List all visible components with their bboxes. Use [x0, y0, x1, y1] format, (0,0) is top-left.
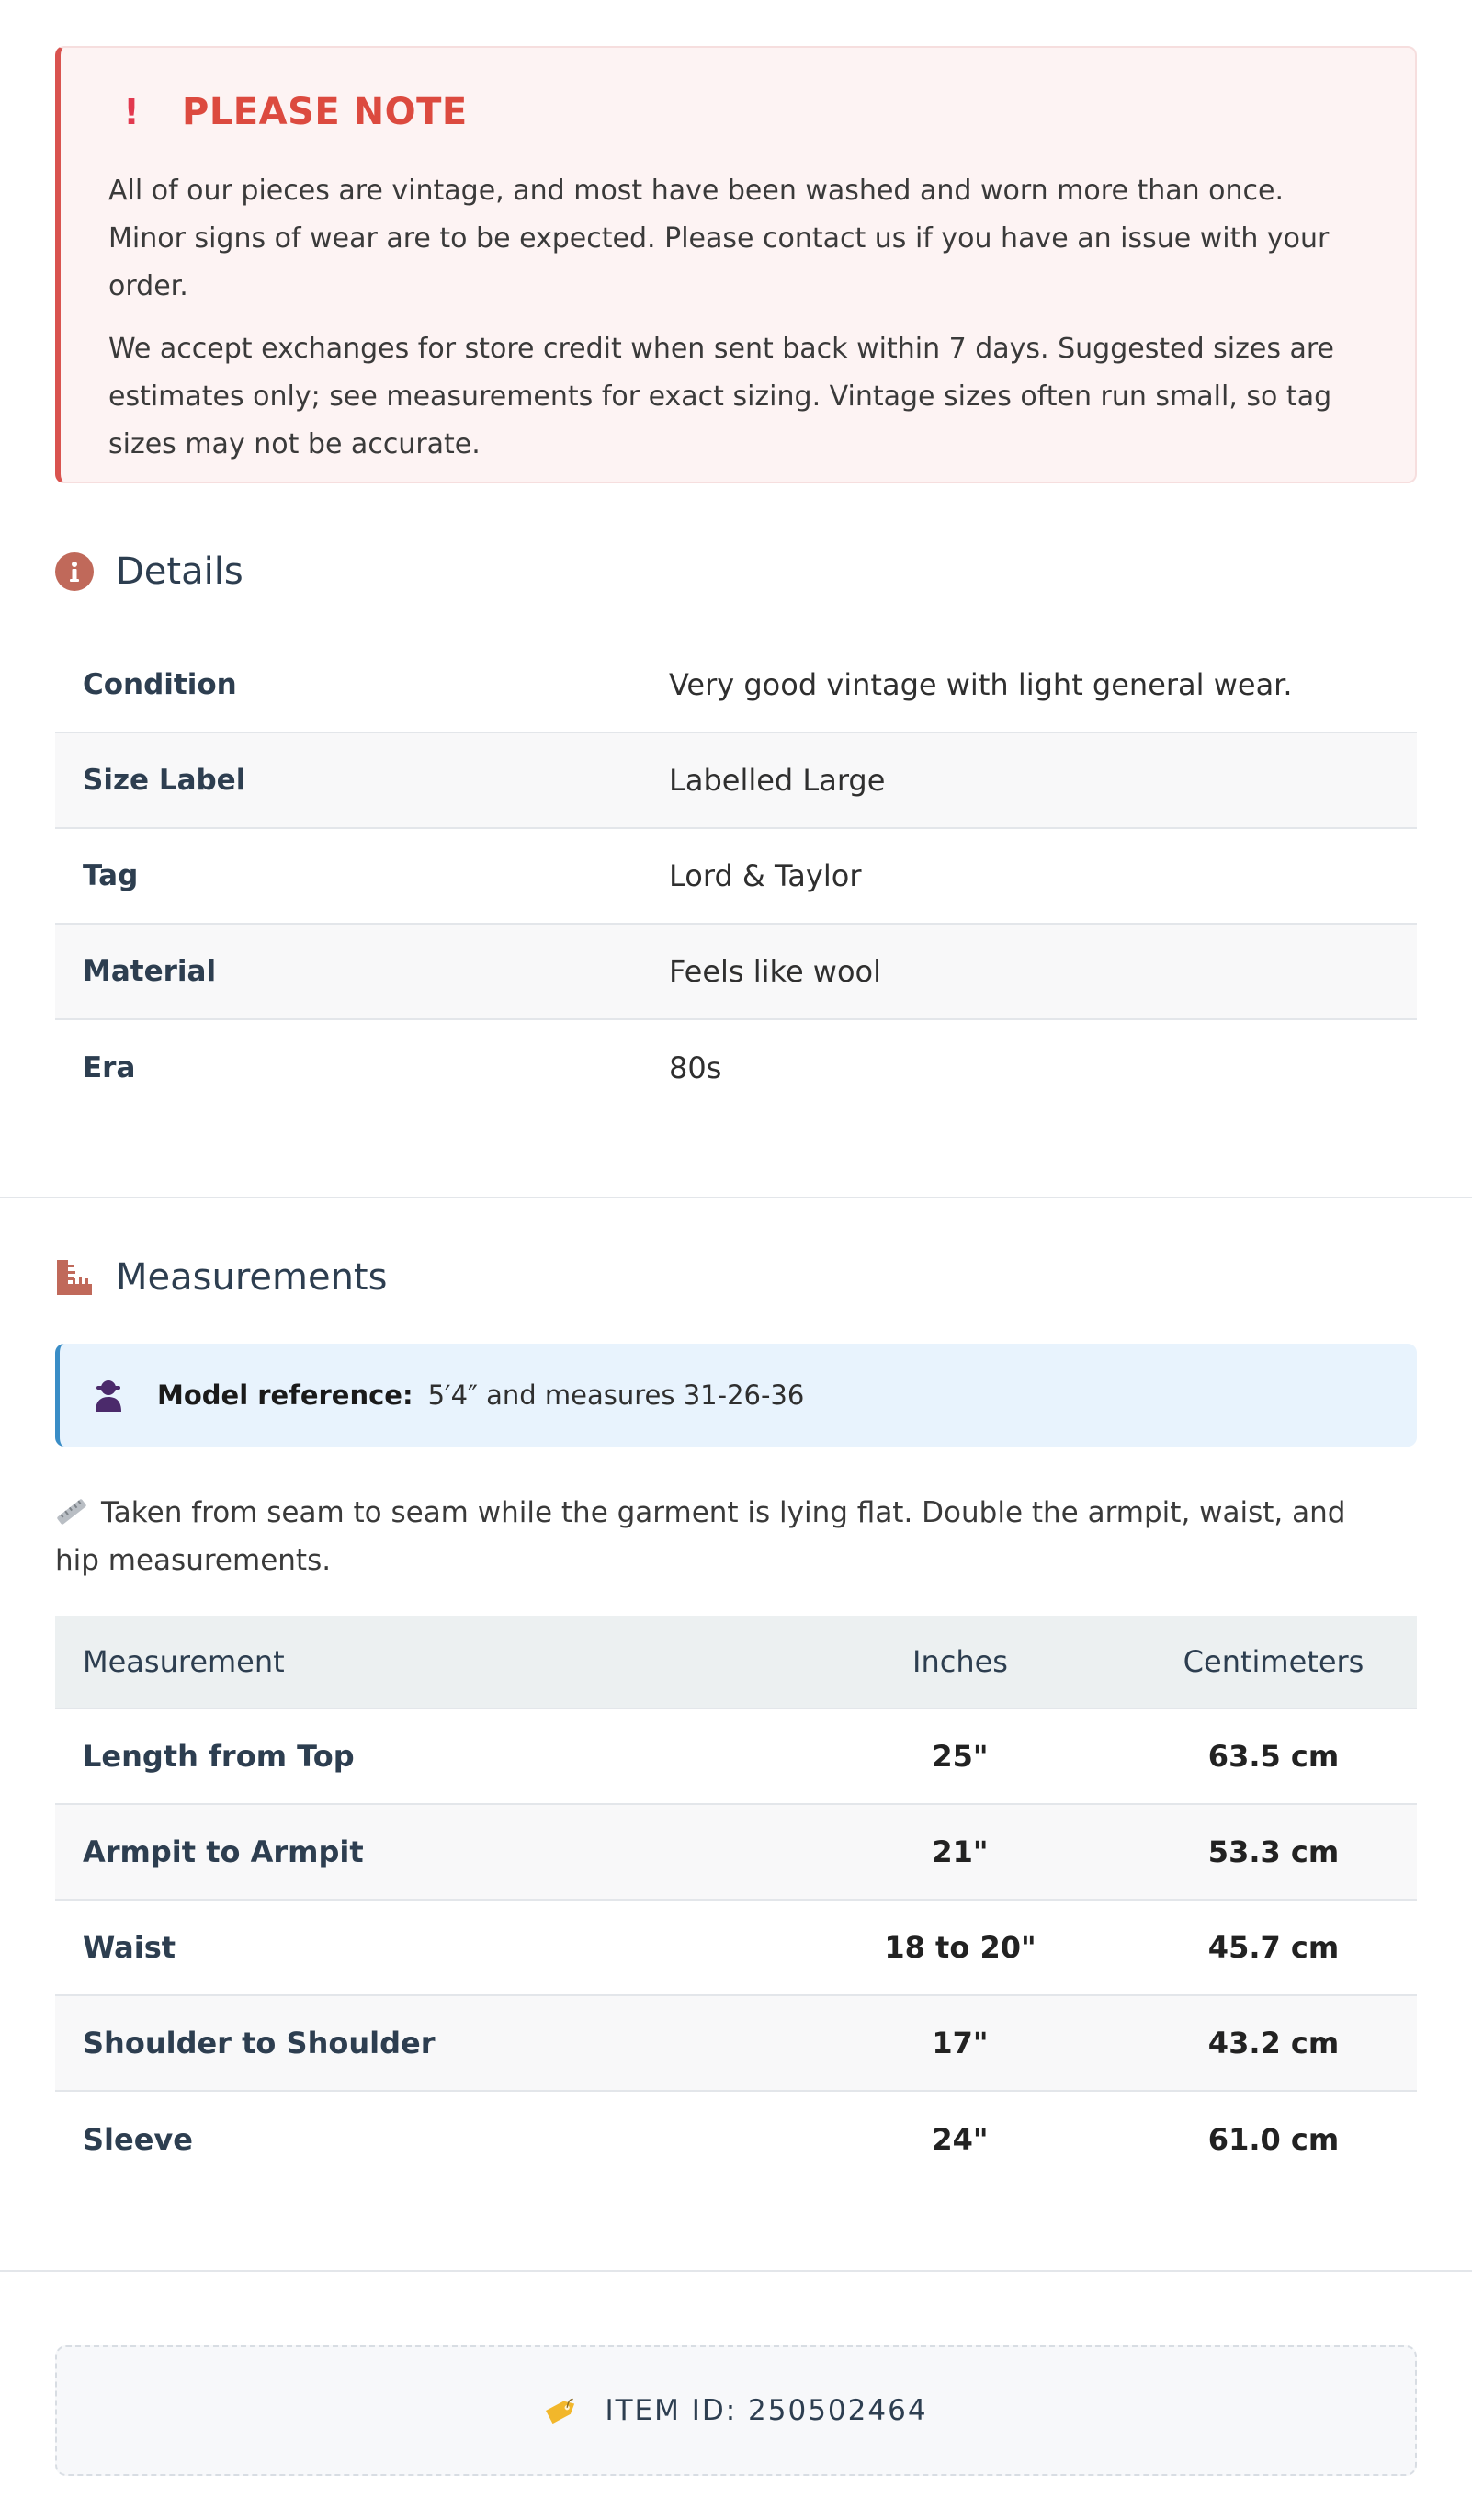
straight-ruler-icon: [55, 1493, 88, 1520]
measurements-table: [55, 1616, 1417, 2187]
section-divider: [0, 1197, 1472, 1198]
measurement-name: Length from Top: [83, 1739, 355, 1774]
section-divider: [0, 2270, 1472, 2272]
details-label: Tag: [83, 859, 139, 892]
measurements-title: Measurements: [116, 1256, 388, 1299]
measurement-name: Shoulder to Shoulder: [83, 2026, 436, 2060]
measurements-header: [55, 1254, 387, 1300]
info-circle-icon: [55, 552, 94, 591]
details-value: Labelled Large: [669, 763, 886, 798]
column-header-measurement: Measurement: [83, 1644, 285, 1679]
details-row-condition: [55, 638, 1417, 733]
table-row: [55, 1901, 1417, 1996]
measurement-cm: 61.0 cm: [1207, 2122, 1340, 2157]
ruler-icon: [55, 1258, 94, 1297]
measurement-inches: 17": [932, 2026, 989, 2060]
tag-icon: [544, 2395, 579, 2426]
note-header: [108, 91, 1367, 133]
column-header-inches: Inches: [912, 1644, 1008, 1679]
table-header-row: [55, 1616, 1417, 1709]
note-paragraph-exchanges: We accept exchanges for store credit when sent back within 7 days. Suggested sizes are estimates only; see measurements for exact sizing. Vintage sizes often run small, so tag sizes may not be accurate.: [108, 333, 1335, 460]
model-reference-box: [55, 1344, 1417, 1447]
item-id-label: ITEM ID: 250502464: [605, 2394, 928, 2427]
measurement-note-text: Taken from seam to seam while the garment is lying flat. Double the armpit, waist, and hip measurements.: [55, 1496, 1346, 1577]
column-header-centimeters: Centimeters: [1183, 1644, 1364, 1679]
table-row: [55, 1805, 1417, 1901]
table-row: [55, 1709, 1417, 1805]
note-title: PLEASE NOTE: [182, 91, 468, 133]
item-id-box: [55, 2345, 1417, 2476]
details-row-material: [55, 925, 1417, 1020]
details-table: [55, 638, 1417, 1116]
details-value: Very good vintage with light general wear.: [669, 667, 1293, 702]
details-label: Condition: [83, 668, 237, 701]
measurement-inches: 25": [932, 1739, 989, 1774]
details-row-era: [55, 1020, 1417, 1116]
details-label: Size Label: [83, 764, 246, 797]
model-reference-text: 5′4″ and measures 31-26-36: [427, 1379, 805, 1411]
details-label: Material: [83, 955, 217, 988]
details-value: Feels like wool: [669, 954, 882, 989]
details-value: Lord & Taylor: [669, 858, 862, 893]
measurement-name: Waist: [83, 1930, 176, 1965]
table-row: [55, 2092, 1417, 2187]
table-row: [55, 1996, 1417, 2092]
measurement-cm: 53.3 cm: [1207, 1834, 1340, 1869]
measurement-cm: 63.5 cm: [1207, 1739, 1340, 1774]
measurement-inches: 24": [932, 2122, 989, 2157]
measurement-cm: 45.7 cm: [1207, 1930, 1340, 1965]
measurement-name: Sleeve: [83, 2122, 193, 2157]
measurement-name: Armpit to Armpit: [83, 1834, 364, 1869]
details-row-tag: [55, 829, 1417, 925]
please-note-box: [55, 46, 1417, 483]
details-label: Era: [83, 1051, 136, 1084]
details-title: Details: [116, 551, 243, 593]
person-icon: [93, 1379, 124, 1412]
exclamation-icon: !: [123, 92, 140, 132]
note-paragraph-returns: All of our pieces are vintage, and most have been washed and worn more than once. Minor signs of wear are to be expected. Please contact us if you have an issue with your order.: [108, 175, 1330, 302]
measurement-cm: 43.2 cm: [1207, 2026, 1340, 2060]
measurement-note: [55, 1489, 1378, 1584]
details-value: 80s: [669, 1050, 722, 1085]
details-header: [55, 549, 243, 595]
measurement-inches: 21": [932, 1834, 989, 1869]
measurement-inches: 18 to 20": [884, 1930, 1036, 1965]
details-row-size-label: [55, 733, 1417, 829]
model-reference-label: Model reference:: [157, 1379, 413, 1411]
